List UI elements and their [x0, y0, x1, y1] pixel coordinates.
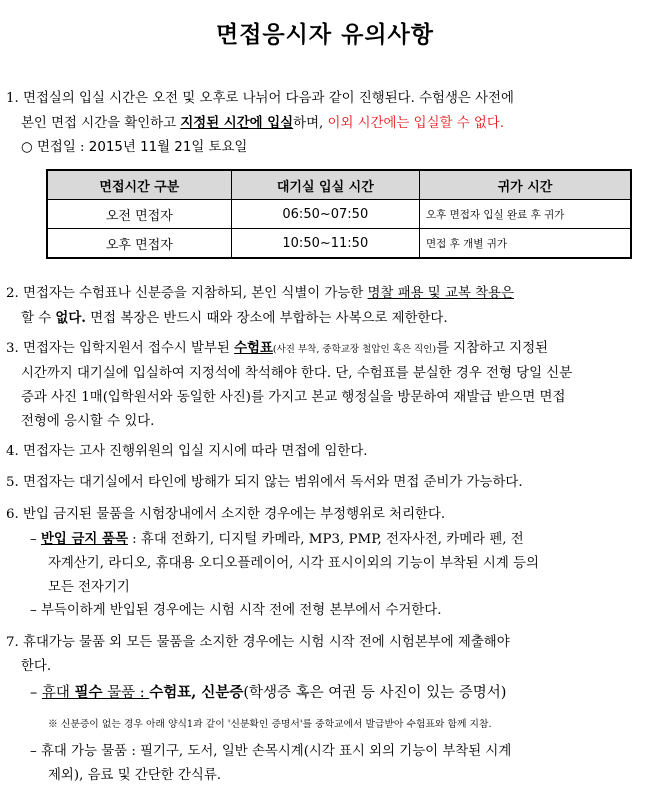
table-header: 대기실 입실 시간 [231, 170, 419, 200]
table-header: 면접시간 구분 [47, 170, 231, 200]
table-cell: 오후 면접자 [47, 229, 231, 259]
table-header-row [47, 170, 631, 200]
notice-item-3: 3. 면접자는 입학지원서 접수시 발부된 수험표(사진 부착, 중학교장 철압인 혹은 직인)를 지참하고 지정된 시간까지 대기실에 입실하여 지정석에 착석해야 한다. 단, 수험표를 분실한 경우 전형 당일 신분 증과 사진 1매(입학원서와 동일한 사진)를 가지고 본교 행정실을 방문하여 재발급 받으면 면접 전형에 응시할 수 있다. [6, 340, 573, 429]
notice-item-4: 4. 면접자는 고사 진행위원의 입실 지시에 따라 면접에 임한다. [6, 444, 368, 459]
table-cell: 오후 면접자 입실 완료 후 귀가 [419, 200, 631, 229]
interview-date: 2015년 11월 21일 토요일 [88, 140, 248, 155]
allowed-items: – 휴대 가능 물품 : 필기구, 도서, 일반 손목시계(시각 표시 외의 기능이 부착된 시계 제외), 음료 및 간단한 간식류. [30, 744, 512, 783]
notice-item-2: 2. 면접자는 수험표나 신분증을 지참하되, 본인 식별이 가능한 명찰 패용 및 교복 착용은 할 수 없다. 면접 복장은 반드시 때와 장소에 부합하는 사복으로 제한한다. [6, 286, 514, 326]
notice-item-5: 5. 면접자는 대기실에서 타인에 방해가 되지 않는 범위에서 독서와 면접 준비가 가능하다. [6, 475, 523, 490]
dash-bullet-icon: – [30, 685, 38, 701]
interview-schedule-table [46, 169, 632, 259]
circle-bullet-icon: ○ [21, 140, 33, 155]
table-cell: 10:50~11:50 [231, 229, 419, 259]
notice-item-6: 6. 반입 금지된 물품을 시험장내에서 소지한 경우에는 부정행위로 처리한다. [6, 507, 446, 522]
banned-items-collection-rule: – 부득이하게 반입된 경우에는 시험 시작 전에 전형 본부에서 수거한다. [30, 603, 442, 618]
table-row [47, 229, 631, 259]
dash-bullet-icon: – [30, 603, 37, 618]
table-cell: 06:50~07:50 [231, 200, 419, 229]
banned-items-list: – 반입 금지 품목 : 휴대 전화기, 디지털 카메라, MP3, PMP, 전자사전, 카메라 펜, 전 자계산기, 라디오, 휴대용 오디오플레이어, 시각 표시이외의 기능이 부착된 시계 등의 모든 전자기기 [30, 531, 539, 595]
notice-item-7: 7. 휴대가능 물품 외 모든 물품을 소지한 경우에는 시험 시작 전에 시험본부에 제출해야 한다. [6, 635, 510, 674]
dash-bullet-icon: – [30, 744, 37, 759]
required-items: – 휴대 필수 물품 : 수험표, 신분증(학생증 혹은 여권 등 사진이 있는 증명서) [30, 684, 507, 701]
page-title: 면접응시자 유의사항 [216, 22, 434, 48]
table-header: 귀가 시간 [419, 170, 631, 200]
id-note: ※ 신분증이 없는 경우 아래 양식1과 같이 '신분확인 증명서'를 중학교에서 발급받아 수험표와 함께 지참. [48, 719, 492, 730]
dash-bullet-icon: – [30, 532, 37, 547]
table-row [47, 200, 631, 229]
table-cell: 면접 후 개별 귀가 [419, 229, 631, 259]
table-cell: 오전 면접자 [47, 200, 231, 229]
notice-item-1: 1. 면접실의 입실 시간은 오전 및 오후로 나뉘어 다음과 같이 진행된다. 수험생은 사전에 본인 면접 시간을 확인하고 지정된 시간에 입실하며, 이외 시간에는 입실할 수 없다. ○ 면접일 : 2015년 11월 21일 토요일 [6, 91, 514, 155]
